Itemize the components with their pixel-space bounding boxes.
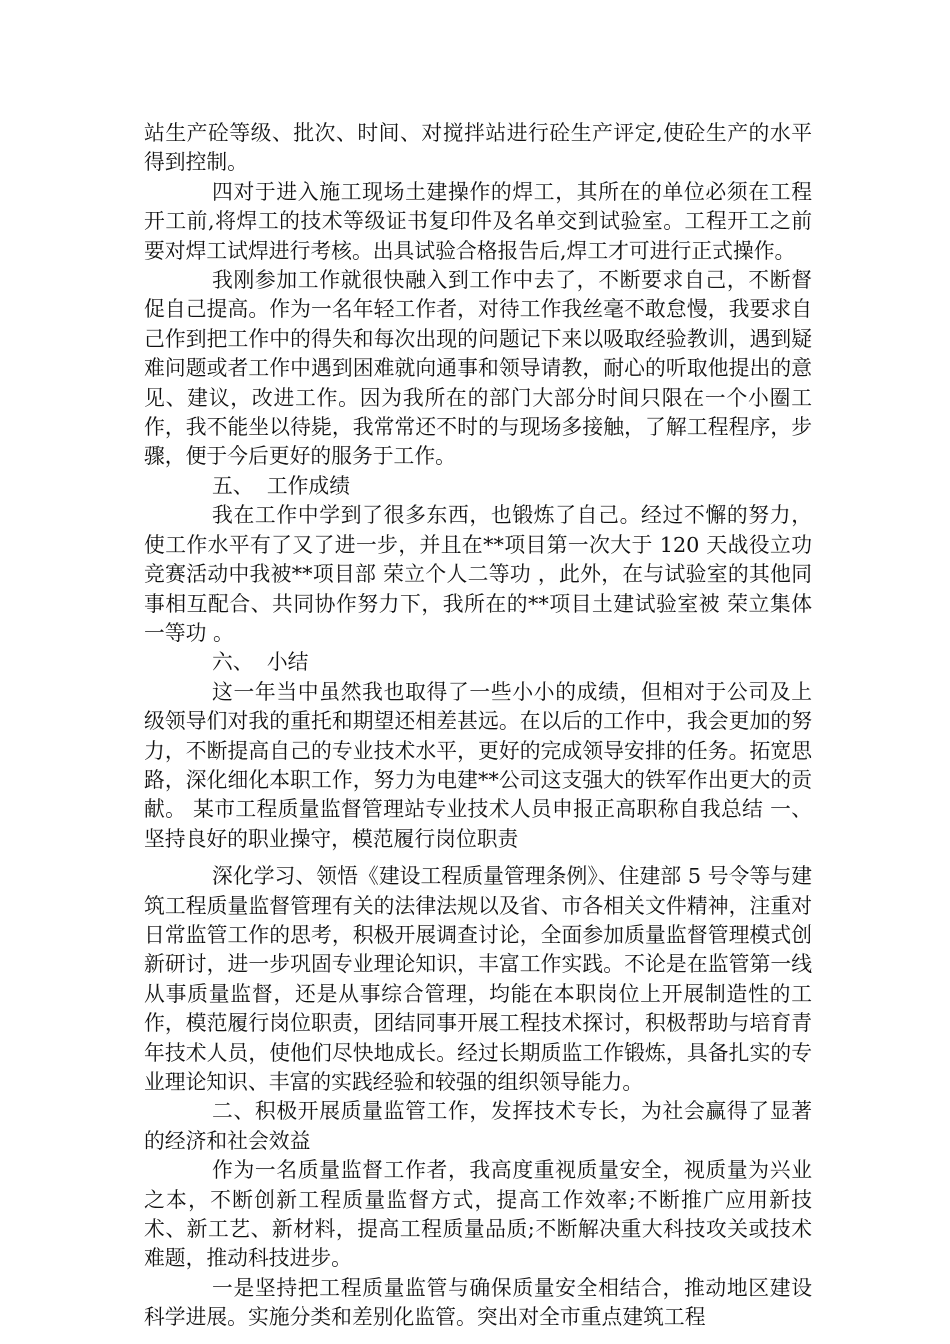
section-heading-6: 六、 小结	[212, 650, 309, 675]
paragraph-1: 站生产砼等级、批次、时间、对搅拌站进行砼生产评定,使砼生产的水平得到控制。	[144, 121, 812, 175]
paragraph-4: 我在工作中学到了很多东西，也锻炼了自己。经过不懈的努力，使工作水平有了又了进一步，并且在**项目第一次大于 120 天战役立功竞赛活动中我被**项目部 荣立个人二等功 ，此外，在与试验室的其他同事相互配合、共同协作努力下，我所在的**项目土建试验室被 荣立集体一等功 。	[144, 503, 812, 645]
document-body	[144, 119, 812, 1333]
paragraph-6: 深化学习、领悟《建设工程质量管理条例》、住建部 5 号令等与建筑工程质量监督管理有关的法律法规以及省、市各相关文件精神，注重对日常监管工作的思考，积极开展调查讨论，全面参加质量监督管理模式创新研讨，进一步巩固专业理论知识，丰富工作实践。不论是在监管第一线从事质量监督，还是从事综合管理，均能在本职岗位上开展制造性的工作，模范履行岗位职责，团结同事开展工程技术探讨，积极帮助与培育青年技术人员，使他们尽快地成长。经过长期质监工作锻炼，具备扎实的专业理论知识、丰富的实践经验和较强的组织领导能力。	[144, 864, 812, 1094]
paragraph-2: 四对于进入施工现场土建操作的焊工，其所在的单位必须在工程开工前,将焊工的技术等级证书复印件及名单交到试验室。工程开工之前要对焊工试焊进行考核。出具试验合格报告后,焊工才可进行正式操作。	[144, 179, 812, 263]
paragraph-7: 二、积极开展质量监管工作，发挥技术专长，为社会赢得了显著的经济和社会效益	[144, 1099, 812, 1153]
section-heading-5: 五、 工作成绩	[212, 473, 351, 498]
paragraph-3: 我刚参加工作就很快融入到工作中去了，不断要求自己，不断督促自己提高。作为一名年轻工作者，对待工作我丝毫不敢怠慢，我要求自己作到把工作中的得失和每次出现的问题记下来以吸取经验教训，遇到疑难问题或者工作中遇到困难就向通事和领导请教，耐心的听取他提出的意见、建议，改进工作。因为我所在的部门大部分时间只限在一个小圈工作，我不能坐以待毙，我常常还不时的与现场多接触，了解工程程序，步骤，便于今后更好的服务于工作。	[144, 268, 812, 469]
paragraph-9: 一是坚持把工程质量监管与确保质量安全相结合，推动地区建设科学进展。实施分类和差别化监管。突出对全市重点建筑工程	[144, 1275, 812, 1330]
paragraph-8: 作为一名质量监督工作者，我高度重视质量安全，视质量为兴业之本，不断创新工程质量监督方式，提高工作效率;不断推广应用新技术、新工艺、新材料，提高工程质量品质;不断解决重大科技攻关或技术难题，推动科技进步。	[144, 1158, 812, 1271]
paragraph-5: 这一年当中虽然我也取得了一些小小的成绩，但相对于公司及上级领导们对我的重托和期望还相差甚远。在以后的工作中，我会更加的努力，不断提高自己的专业技术水平，更好的完成领导安排的任务。拓宽思路，深化细化本职工作，努力为电建**公司这支强大的铁军作出更大的贡献。 某市工程质量监督管理站专业技术人员申报正高职称自我总结 一、坚持良好的职业操守，模范履行岗位职责	[144, 679, 812, 851]
